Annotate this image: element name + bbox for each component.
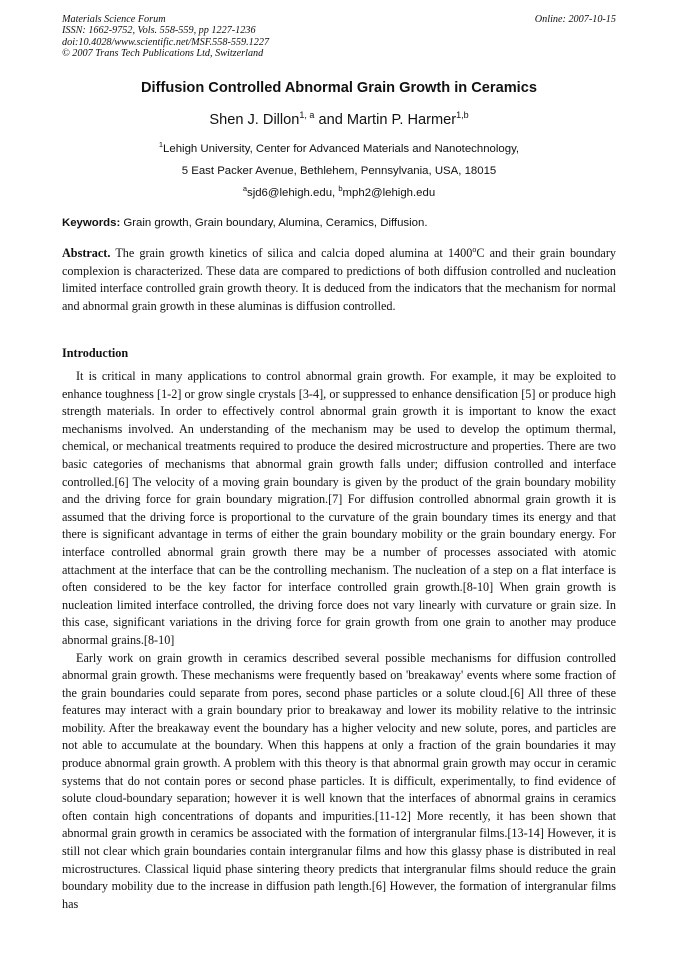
keywords-label: Keywords: bbox=[62, 217, 121, 229]
author-affiliation-mark: 1, a bbox=[299, 110, 315, 121]
keywords-text: Grain growth, Grain boundary, Alumina, Ceramics, Diffusion. bbox=[120, 217, 428, 229]
paper-title: Diffusion Controlled Abnormal Grain Growth in Ceramics bbox=[141, 80, 537, 96]
author-conjunction: and bbox=[314, 112, 347, 128]
author-affiliation-mark: 1,b bbox=[456, 110, 469, 121]
degree-symbol: o bbox=[472, 244, 477, 254]
author-name: Shen J. Dillon bbox=[209, 112, 300, 128]
email-mark: b bbox=[338, 184, 343, 194]
email-address: sjd6@lehigh.edu, bbox=[247, 187, 339, 199]
issn-line: ISSN: 1662-9752, Vols. 558-559, pp 1227-1236 bbox=[62, 25, 256, 37]
abstract-text: C and their grain boundary complexion is characterized. These data are compared to predictions of both diffusion controlled and nucleation limited interface controlled grain growth theory. It is deduced from the indicators that the mechanism for normal and abnormal grain growth in these aluminas is diffusion controlled. bbox=[62, 246, 616, 313]
introduction-body bbox=[62, 368, 616, 913]
affiliation-block bbox=[40, 138, 638, 204]
paragraph: It is critical in many applications to control abnormal grain growth. For example, it may be exploited to enhance toughness [1-2] or grow single crystals [3-4], or suppressed to enhance densification [5] or produce high strength materials. In order to effectively control abnormal grain growth it is important to know the exact mechanisms involved. An understanding of the mechanism may be used to develop the optimum thermal, chemical, or mechanical treatments required to produce the desired microstructure and properties. There are two basic categories of mechanisms that abnormal grain growth falls under; diffusion controlled and interface controlled.[6] The velocity of a moving grain boundary is given by the product of the grain boundary mobility and the driving force for grain boundary migration.[7] For diffusion controlled abnormal grain growth it is assumed that the driving force is proportional to the curvature of the grain boundary times its energy and that there is significant advantage in terms of either the grain boundary mobility or the grain boundary energy. For interface controlled abnormal grain growth there may be a number of processes associated with atomic attachment at the interface that can be the controlling mechanism. The nucleation of a step on a flat interface is often considered to be the key factor for interface controlled grain growth.[8-10] When grain growth is nucleation limited interface controlled, the driving force does not vary linearly with curvature or grain size. In this case, significant variations in the driving force for grain growth from one grain to another may produce abnormal grains.[8-10] bbox=[62, 369, 616, 647]
affiliation-text: Lehigh University, Center for Advanced Materials and Nanotechnology, bbox=[163, 143, 520, 155]
doi-line: doi:10.4028/www.scientific.net/MSF.558-559.1227 bbox=[62, 36, 270, 48]
address-line: 5 East Packer Avenue, Bethlehem, Pennsylvania, USA, 18015 bbox=[181, 165, 497, 177]
journal-name: Materials Science Forum bbox=[62, 14, 166, 25]
paragraph: Early work on grain growth in ceramics described several possible mechanisms for diffusion controlled abnormal grain growth. These mechanisms were frequently based on 'breakaway' events where some fraction of the grain boundaries could separate from pores, second phase particles or a solute cloud.[6] All three of these features may interact with a grain boundary prior to breakaway and lower its mobility relative to the intrinsic mobility. After the breakaway event the boundary has a higher velocity and new solute, pores, and particles are not able to accumulate at the boundary. When this happens at only a fraction of the grain boundaries it may produce abnormal grain growth. A problem with this theory is that abnormal grain growth may occur in ceramic systems that do not contain pores or second phase particles. It is difficult, experimentally, to find evidence of solute cloud-boundary separation; however it is well known that the interfaces of abnormal grains in ceramics often contain high concentrations of dopants and impurities.[11-12] More recently, it has been shown that abnormal grain growth in ceramics be associated with the formation of intergranular films.[13-14] However, it is still not clear which grain boundaries contain intergranular films and how this glassy phase is distributed in real microstructures. Classical liquid phase sintering theory predicts that intergranular films should reduce the grain boundary mobility due to the increase in diffusion path length.[6] However, the formation of intergranular films has bbox=[62, 650, 616, 911]
author-line bbox=[40, 112, 638, 128]
affiliation-mark: 1 bbox=[158, 140, 164, 150]
section-heading: Introduction bbox=[62, 346, 129, 360]
abstract-label: Abstract. bbox=[62, 246, 111, 260]
affiliation-line bbox=[40, 138, 638, 160]
online-date: Online: 2007-10-15 bbox=[534, 14, 616, 25]
author-name: Martin P. Harmer bbox=[346, 112, 457, 128]
journal-header bbox=[62, 14, 616, 60]
email-address: mph2@lehigh.edu bbox=[342, 187, 436, 199]
email-mark: a bbox=[242, 184, 247, 194]
email-line bbox=[40, 182, 638, 204]
abstract-text: The grain growth kinetics of silica and calcia doped alumina at 1400 bbox=[110, 246, 473, 260]
keywords-line bbox=[62, 217, 616, 229]
copyright-line: © 2007 Trans Tech Publications Ltd, Switzerland bbox=[62, 48, 264, 60]
abstract bbox=[62, 245, 616, 315]
